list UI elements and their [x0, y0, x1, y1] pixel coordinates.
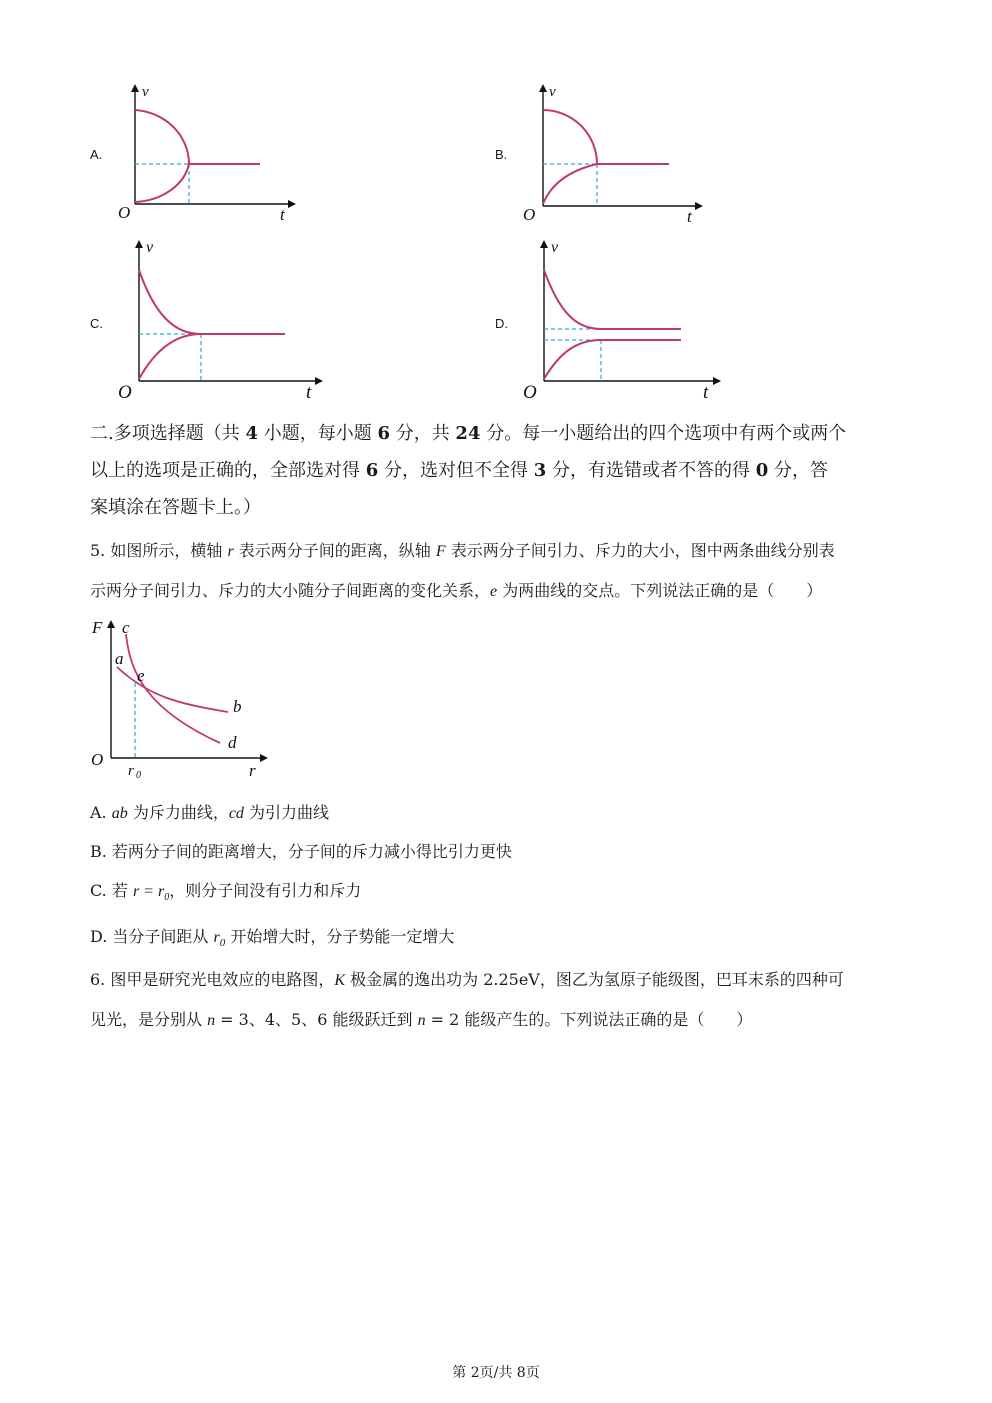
option-b-label: B.	[495, 147, 508, 162]
increasing-curve	[544, 340, 601, 379]
v-label: v	[142, 84, 149, 100]
t-label: t	[687, 207, 692, 225]
origin-label: O	[118, 382, 132, 403]
question-5-option-b: B. 若两分子间的距离增大，分子间的斥力减小得比引力更快	[90, 842, 512, 861]
decreasing-curve	[543, 110, 597, 164]
origin-label: O	[523, 382, 537, 403]
t-label: t	[703, 382, 709, 403]
origin-label: O	[523, 205, 536, 224]
v-label: v	[146, 239, 154, 256]
t-axis-arrow	[695, 202, 703, 210]
curve-ab	[117, 667, 228, 712]
origin-label: O	[91, 750, 104, 769]
increasing-curve	[543, 164, 597, 204]
increasing-curve	[135, 164, 189, 202]
section-2-line-3: 案填涂在答题卡上。）	[90, 497, 261, 518]
r-axis-arrow	[260, 754, 268, 762]
v-label: v	[549, 84, 556, 100]
force-distance-graph	[88, 612, 278, 784]
r-label: r	[249, 761, 256, 780]
decreasing-curve	[135, 110, 189, 164]
graph-option-c	[110, 238, 325, 403]
r0-label: r	[128, 763, 134, 779]
F-axis-arrow	[107, 620, 115, 628]
v-axis-arrow	[131, 84, 139, 92]
curve-label-c: c	[122, 618, 130, 637]
v-axis-arrow	[135, 240, 143, 248]
graph-option-a	[110, 80, 300, 225]
t-axis-arrow	[288, 200, 296, 208]
page-footer: 第 2页/共 8页	[452, 1365, 540, 1381]
decreasing-curve	[544, 270, 601, 329]
increasing-curve	[139, 334, 201, 379]
v-axis-arrow	[540, 240, 548, 248]
F-label: F	[92, 618, 103, 637]
v-axis-arrow	[539, 84, 547, 92]
section-2-line-2: 以上的选项是正确的，全部选对得 6 分，选对但不全得 3 分，有选错或者不答的得 0 分，答	[90, 460, 828, 481]
t-label: t	[280, 205, 285, 224]
decreasing-curve	[139, 270, 201, 334]
question-6-stem: 6. 图甲是研究光电效应的电路图，K 极金属的逸出功为 2.25eV，图乙为氢原子能级图，巴耳末系的四种可 见光，是分别从 n = 3、4、5、6 能级跃迁到 n = 2 能级产生的。下列说法正确的是（ ）	[90, 970, 844, 1029]
option-c-label: C.	[90, 316, 103, 331]
t-label: t	[306, 382, 312, 403]
origin-label: O	[118, 203, 131, 222]
question-5-option-d: D. 当分子间距从 $r_0$ 开始增大时，分子势能一定增大	[90, 927, 455, 950]
intersection-label-e: e	[137, 666, 145, 685]
section-2-heading	[90, 415, 905, 526]
graph-option-d	[515, 238, 725, 403]
graph-option-b	[515, 80, 705, 225]
question-5-option-a: A. ab 为斥力曲线，cd 为引力曲线	[90, 803, 330, 822]
option-a-label: A.	[90, 147, 103, 162]
option-d-label: D.	[495, 316, 508, 331]
curve-label-a: a	[115, 649, 124, 668]
curve-label-b: b	[233, 697, 242, 716]
section-2-line-1: 二.多项选择题（共 4 小题，每小题 6 分，共 24 分。每一小题给出的四个选项中有两个或两个	[90, 423, 847, 444]
curve-label-d: d	[228, 733, 237, 752]
question-5-stem: 5. 如图所示，横轴 r 表示两分子间的距离，纵轴 F 表示两分子间引力、斥力的大小，图中两条曲线分别表 示两分子间引力、斥力的大小随分子间距离的变化关系，e 为两曲线的交点。下列说法正确的是（ ）	[90, 541, 835, 600]
r0-subscript: 0	[136, 770, 141, 781]
t-axis-arrow	[713, 377, 721, 385]
v-label: v	[551, 239, 559, 256]
question-5-option-c: C. 若 $r = r_0$，则分子间没有引力和斥力	[90, 881, 362, 904]
curve-cd	[126, 634, 220, 743]
t-axis-arrow	[315, 377, 323, 385]
